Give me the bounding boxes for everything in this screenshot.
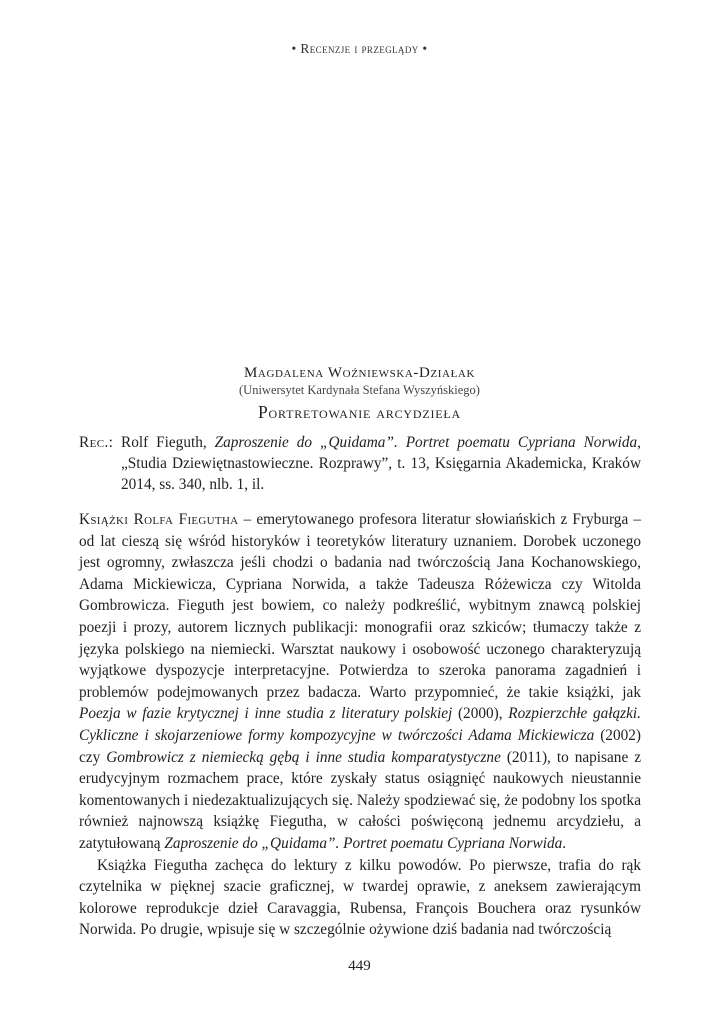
paragraph-text: . [562,834,567,852]
reviewed-book-details: , „Studia Dziewiętnastowieczne. Rozprawy”, t. 13, Księgarnia Akademicka, Kraków 2014, ss. 340, nlb. 1, il. [121,434,641,493]
cited-title: Gombrowicz z niemiecką gębą i inne studia komparatystyczne [106,748,501,766]
review-label: Rec.: [79,434,114,451]
cited-title: Poezja w fazie krytycznej i inne studia z literatury polskiej [79,705,453,723]
paragraph-text: – emerytowanego profesora literatur słowiańskich z Fryburga – od lat cieszą się wśród historyków i teoretyków literatury uznaniem. Dorobek uczonego jest ogromny, zwłaszcza jeśli chodzi o badania nad twórczością Jana Kochanowskiego, Adama Mickiewicza, Cypriana Norwida, a także Tadeusza Różewicza czy Witolda Gombrowicza. Fieguth jest bowiem, co należy podkreślić, wybitnym znawcą polskiej poezji i prozy, autorem licznych publikacji: monografii oraz szkiców; tłumaczy także z języka polskiego na niemiecki. Warsztat naukowy i osobowość uczonego charakteryzują wyjątkowe dyspozycje interpretacyjne. Potwierdza to szeroka panorama zagadnień i problemów podejmowanych przez badacza. Warto przypomnieć, że takie książki, jak [79,511,641,701]
reviewed-author: Rolf Fieguth, [121,434,215,451]
paragraph-lead: Książki Rolfa Fiegutha [79,511,239,528]
article-title: Portretowanie arcydzieła [257,402,461,422]
page-number: 449 [348,958,371,974]
reviewed-book-title: Zaproszenie do „Quidama”. Portret poematu Cypriana Norwida [214,434,638,451]
paragraph-2: Książka Fiegutha zachęca do lektury z kilku powodów. Po pierwsze, trafia do rąk czytelnika w pięknej szacie graficznej, w twardej oprawie, z aneksem zawierającym kolorowe reprodukcje dzieł Caravaggia, Rubensa, François Bouchera oraz rysunków Norwida. Po drugie, wpisuje się w szczególnie ożywione dziś badania nad twórczością [79,856,641,939]
paragraph-text: (2002) czy [79,726,641,766]
author-affiliation: (Uniwersytet Kardynała Stefana Wyszyńskiego) [239,383,480,397]
cited-title: Rozpierzchłe gałązki. Cykliczne i skojarzeniowe formy kompozycyjne w twórczości Adama Mickiewicza [79,705,641,744]
article-body [79,509,641,941]
paragraph-text: (2000), [452,705,509,723]
review-reference [79,432,641,495]
cited-title: Zaproszenie do „Quidama”. Portret poematu Cypriana Norwida [164,834,563,852]
author-name: Magdalena Woźniewska-Działak [243,365,475,381]
running-header: • Recenzje i przeglądy • [291,41,428,56]
paragraph-1 [79,509,641,855]
paragraph-text: (2011), to napisane z erudycyjnym rozmachem prace, które zyskały status osiągnięć naukowych nieustannie komentowanych i niedezaktualizujących się. Należy spodziewać się, że podobny los spotka również najnowszą książkę Fiegutha, w całości poświęconą jednemu arcydziełu, a zatytułowaną [79,748,641,852]
review-citation [121,432,641,495]
